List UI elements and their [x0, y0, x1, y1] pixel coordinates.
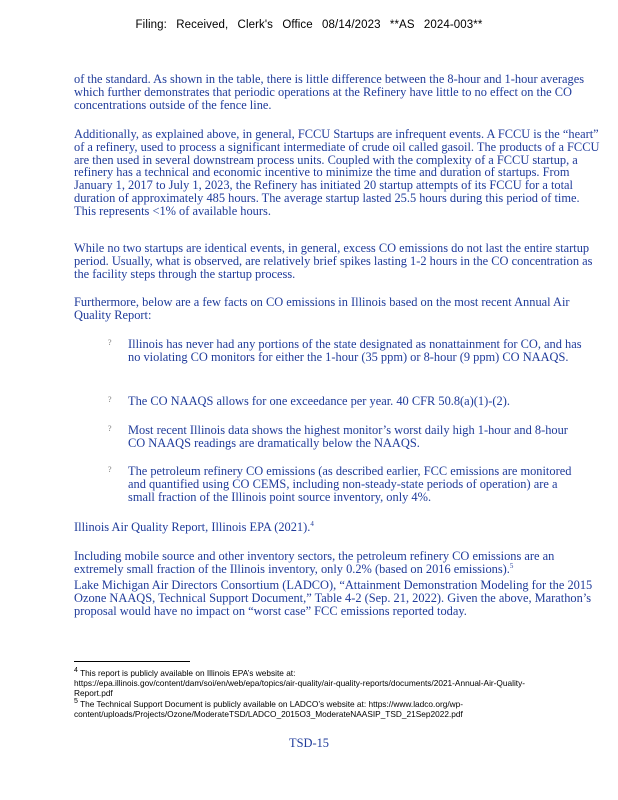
footnote-number: 4: [74, 667, 78, 675]
paragraph-illinois-facts-intro: Furthermore, below are a few facts on CO emissions in Illinois based on the most recent Annual Air Quality Report:: [74, 295, 570, 322]
footnote-text: This report is publicly available on Illinois EPA’s website at:: [80, 668, 296, 678]
paragraph-startup-spikes: While no two startups are identical events, in general, excess CO emissions do not last the entire startup period. Usually, what is observed, are relatively brief spikes lasting 1-2 hours in the CO concentration as the facility steps through the startup process.: [74, 241, 593, 281]
page-number: TSD-15: [289, 736, 329, 750]
conclusion-text: Given the above, Marathon’s proposal would have no impact on “worst case” FCC emissions reported today.: [74, 590, 592, 618]
paragraph-standard-comparison: of the standard. As shown in the table, there is little difference between the 8-hour and 1-hour averages which further demonstrates that periodic operations at the Refinery have little to no effect on the CO concentrations outside of the fence line.: [74, 72, 585, 112]
paragraph-mobile-source: [74, 550, 602, 576]
footnote-4: [74, 668, 544, 698]
paragraph-ladco-conclusion: [74, 579, 602, 617]
footnote-url-link[interactable]: https://www.ladco.org/wp-content/uploads/Projects/Ozone/ModerateTSD/LADCO_2015O3_ModerateNAASIP_TSD_21Sep2022.pdf: [74, 699, 463, 719]
bullet-marker: ?: [108, 465, 112, 474]
filing-header: Filing: Received, Clerk's Office 08/14/2023 **AS 2024-003**: [135, 19, 483, 31]
ladco-citation-text: Lake Michigan Air Directors Consortium (LADCO), “Attainment Demonstration Modeling for the 2015 Ozone NAAQS, Technical Support Document,” Table 4-2 (Sep. 21, 2022).: [74, 578, 593, 605]
paragraph-fccu-startups: Additionally, as explained above, in general, FCCU Startups are infrequent events. A FCCU is the “heart” of a refinery, used to process a significant intermediate of crude oil called gasoil. The products of a FCCU are then used in several downstream process units. Coupled with the complexity of a FCCU startup, a refinery has a technical and economic incentive to minimize the time and duration of startups. From January 1, 2017 to July 1, 2023, the Refinery has initiated 20 startup attempts of its FCCU for a total duration of approximately 485 hours. The average startup lasted 25.5 hours during this period of time. This represents <1% of available hours.: [74, 127, 600, 218]
bullet-text: The petroleum refinery CO emissions (as described earlier, FCC emissions are monitored and quantified using CO CEMS, including non-steady-state periods of operation) are a small fraction of the Illinois point source inventory, only 4%.: [128, 464, 572, 504]
footnote-divider: [74, 661, 190, 662]
footnote-url-link[interactable]: https://epa.illinois.gov/content/dam/soi/en/web/epa/topics/air-quality/air-quality-reports/documents/2021-Annual-Air-Quality-Report.pdf: [74, 678, 526, 698]
citation-text: Illinois Air Quality Report, Illinois EPA (2021).: [74, 520, 311, 534]
footnote-ref-4[interactable]: 4: [310, 519, 314, 528]
mobile-source-text: Including mobile source and other inventory sectors, the petroleum refinery CO emissions are an extremely small fraction of the Illinois inventory, only 0.2% (based on 2016 emissions).: [74, 549, 555, 576]
bullet-text: Most recent Illinois data shows the highest monitor’s worst daily high 1-hour and 8-hour CO NAAQS readings are dramatically below the NAAQS.: [128, 423, 568, 450]
footnote-ref-5[interactable]: 5: [509, 561, 514, 570]
footnote-5: [74, 699, 544, 719]
bullet-marker: ?: [108, 395, 112, 404]
footnote-number: 5: [74, 698, 78, 706]
paragraph-aq-report-citation: [74, 521, 602, 534]
bullet-text: The CO NAAQS allows for one exceedance per year. 40 CFR 50.8(a)(1)-(2).: [128, 394, 510, 408]
footnote-text: The Technical Support Document is publicly available on LADCO’s website at:: [80, 699, 367, 709]
bullet-marker: ?: [108, 424, 112, 433]
bullet-marker: ?: [108, 338, 112, 347]
bullet-text: Illinois has never had any portions of the state designated as nonattainment for CO, and has no violating CO monitors for either the 1-hour (35 ppm) or 8-hour (9 ppm) CO NAAQS.: [128, 337, 582, 364]
